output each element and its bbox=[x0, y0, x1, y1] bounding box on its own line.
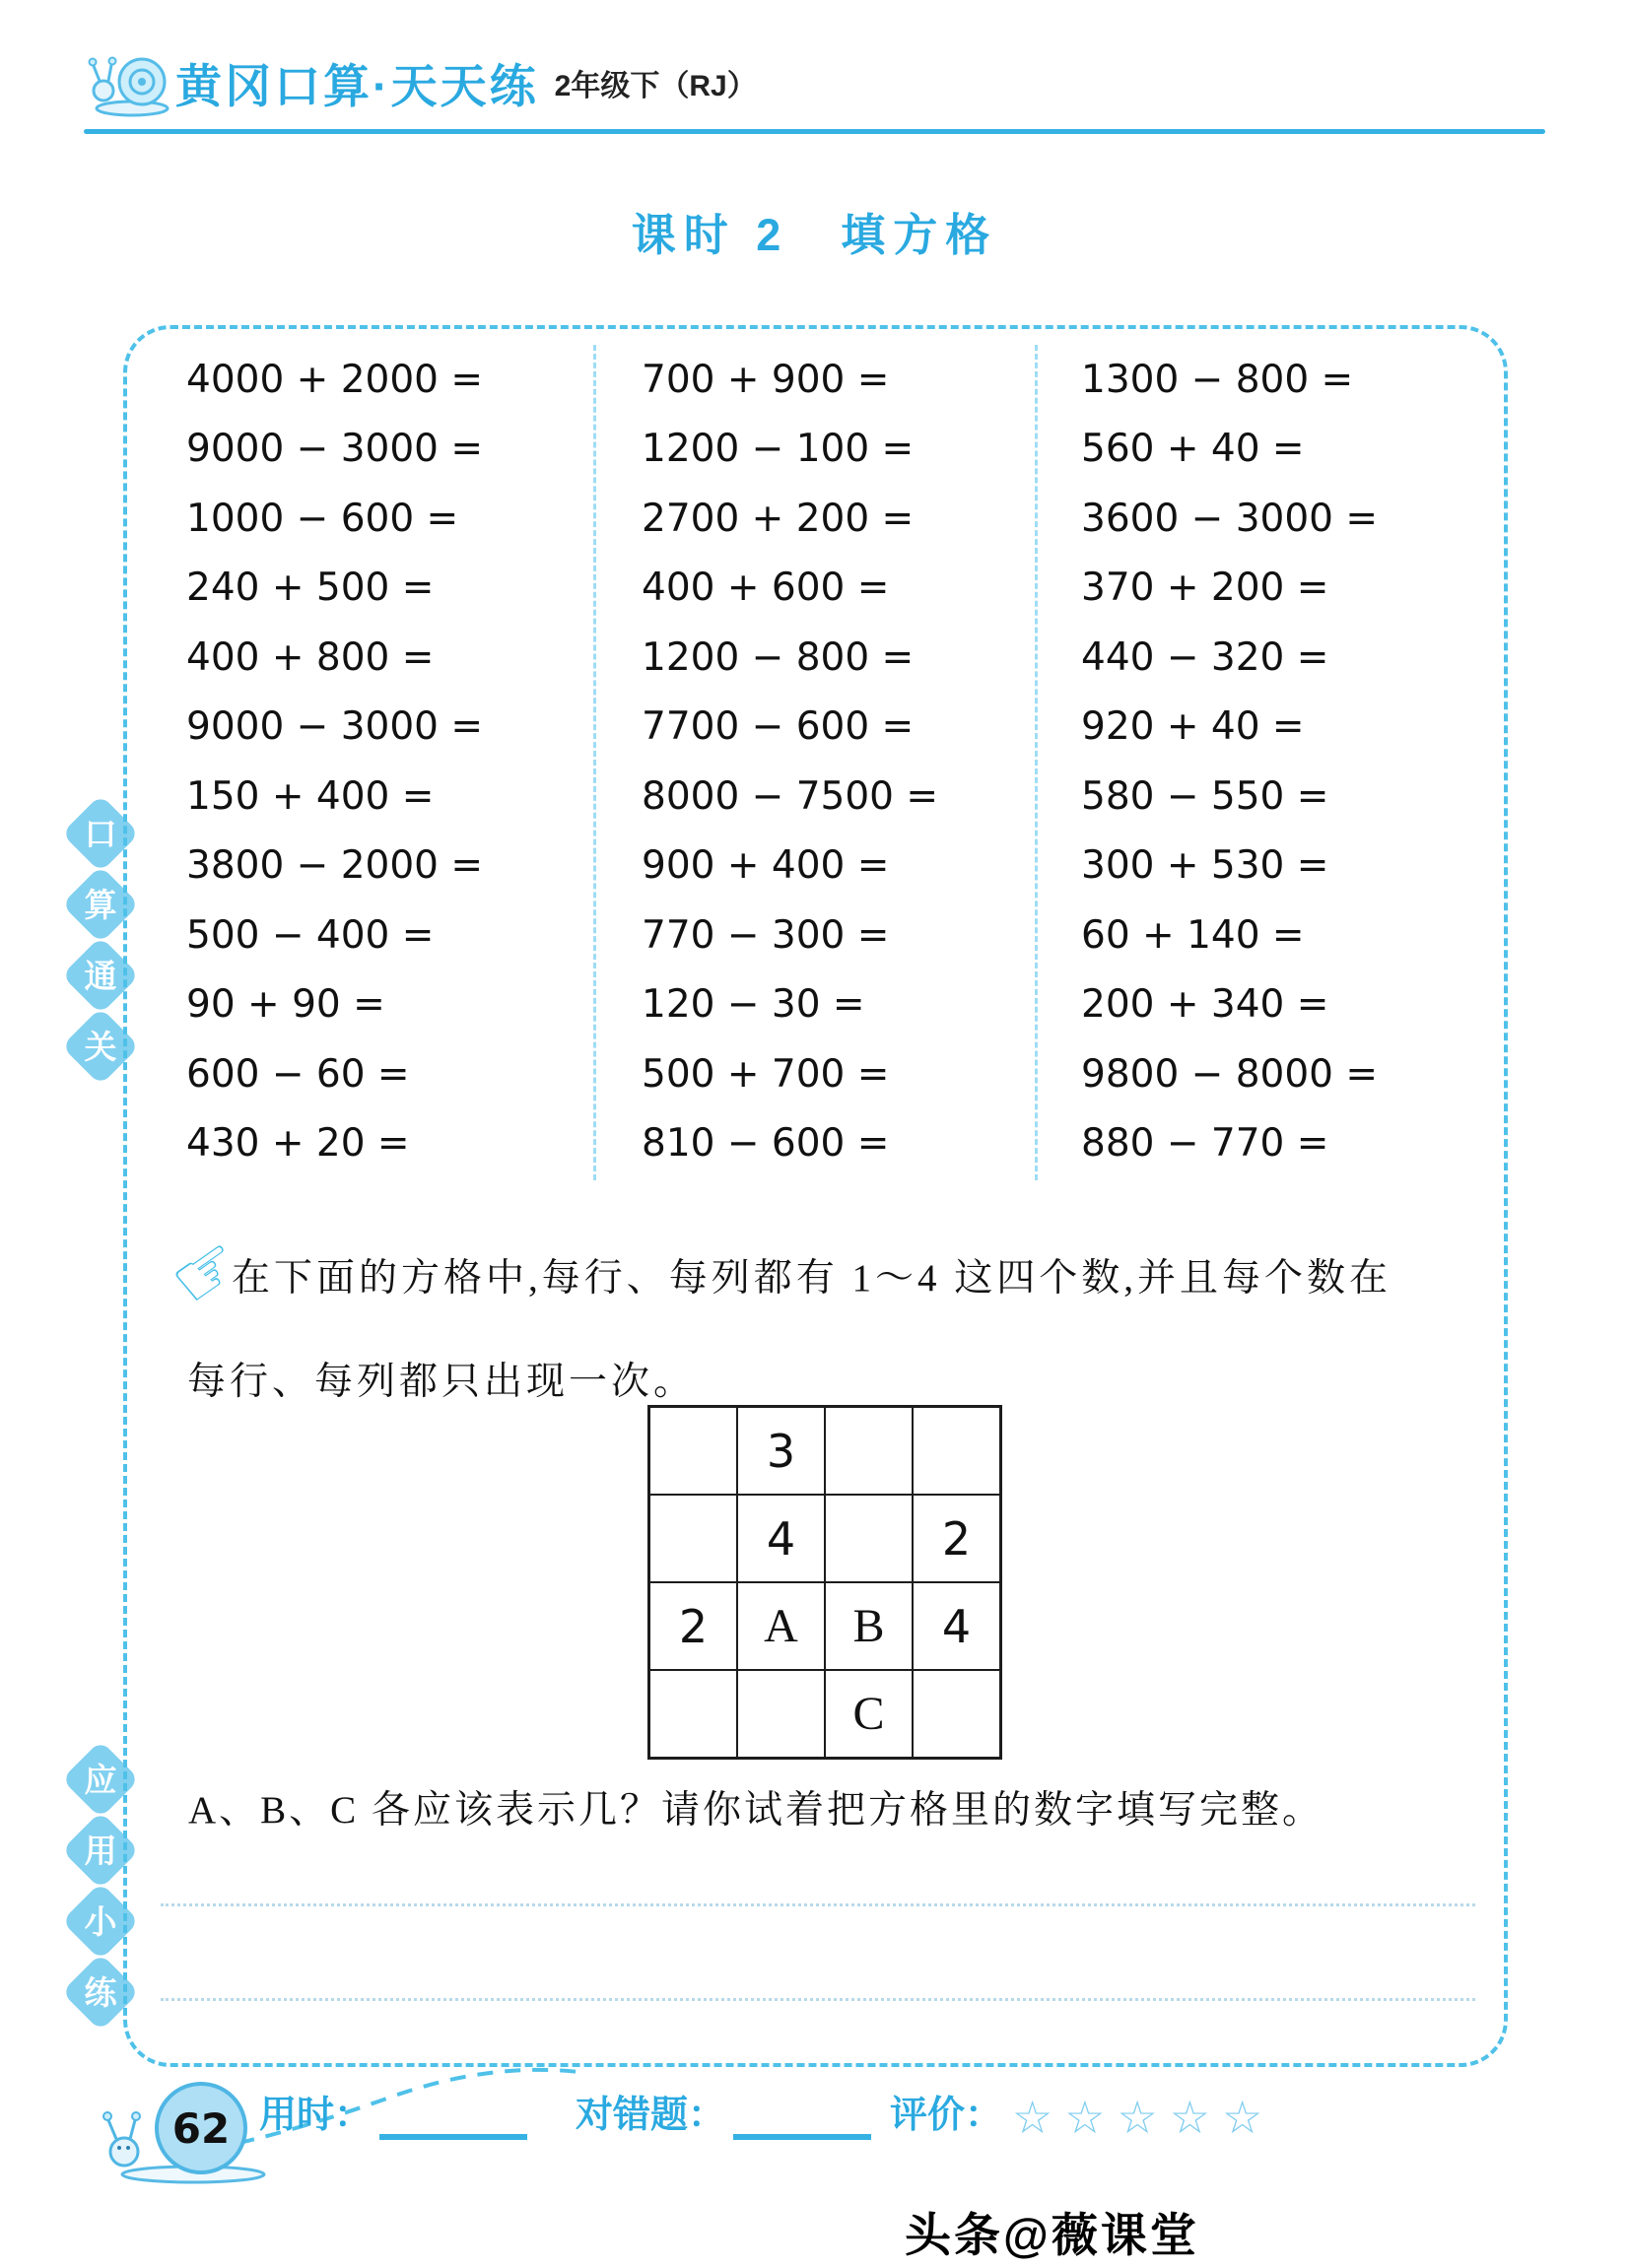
star-icon: ☆ bbox=[1117, 2090, 1158, 2144]
page-number-snail-icon bbox=[95, 2077, 282, 2185]
time-used-field bbox=[259, 2093, 527, 2140]
page-title: 课时 2 填方格 bbox=[631, 210, 998, 260]
problem-expression: 400 + 600 = bbox=[642, 566, 890, 611]
problem-expression: 500 + 700 = bbox=[642, 1051, 890, 1097]
grid-cell: 2 bbox=[649, 1582, 738, 1670]
problem-expression: 900 + 400 = bbox=[642, 843, 890, 889]
star-icon: ☆ bbox=[1012, 2090, 1053, 2144]
problem-expression: 1200 − 800 = bbox=[642, 634, 915, 680]
snail-logo-icon bbox=[85, 48, 175, 117]
time-used-blank bbox=[379, 2099, 527, 2140]
problem-expression: 7700 − 600 = bbox=[642, 704, 915, 750]
problem-expression: 90 + 90 = bbox=[186, 982, 385, 1028]
sidebar-badge-oral-pass bbox=[73, 798, 128, 1082]
problem-expression: 600 − 60 = bbox=[186, 1051, 410, 1097]
rating-stars bbox=[1012, 2090, 1274, 2144]
grid-cell-empty bbox=[913, 1407, 1001, 1496]
badge-character: 应 bbox=[84, 1761, 117, 1798]
problem-expression: 1300 − 800 = bbox=[1081, 357, 1354, 402]
problem-expression: 200 + 340 = bbox=[1081, 982, 1329, 1028]
grid-row bbox=[649, 1582, 1001, 1670]
rating-label: 评价： bbox=[890, 2095, 1003, 2136]
problem-expression: 60 + 140 = bbox=[1081, 912, 1305, 958]
problem-expression: 8000 − 7500 = bbox=[642, 773, 939, 819]
pointing-hand-icon: ☞ bbox=[153, 1216, 259, 1327]
problem-expression: 810 − 600 = bbox=[642, 1121, 890, 1167]
worksheet-panel bbox=[123, 325, 1508, 2067]
grid-cell: A bbox=[737, 1582, 825, 1670]
grid-row bbox=[649, 1495, 1001, 1582]
problem-column bbox=[593, 345, 1035, 1180]
problem-expression: 560 + 40 = bbox=[1081, 427, 1305, 472]
grid-cell-empty bbox=[737, 1670, 825, 1759]
word-problem-line1: 在下面的方格中,每行、每列都有 1～4 这四个数,并且每个数在 bbox=[232, 1257, 1392, 1300]
problem-expression: 400 + 800 = bbox=[186, 634, 435, 680]
grade-label: 2年级下（RJ） bbox=[554, 70, 757, 102]
grid-cell: 4 bbox=[913, 1582, 1001, 1670]
grid-cell: 3 bbox=[737, 1407, 825, 1496]
star-icon: ☆ bbox=[1169, 2090, 1211, 2144]
badge-character: 小 bbox=[84, 1902, 117, 1940]
word-problem-line2: 每行、每列都只出现一次。 bbox=[187, 1361, 697, 1403]
grid-row bbox=[649, 1670, 1001, 1759]
problem-expression: 770 − 300 = bbox=[642, 912, 890, 958]
problem-expression: 920 + 40 = bbox=[1081, 704, 1305, 750]
question-text: A、B、C 各应该表示几？请你试着把方格里的数字填写完整。 bbox=[188, 1789, 1324, 1832]
right-wrong-blank bbox=[733, 2099, 871, 2140]
problem-expression: 3600 − 3000 = bbox=[1081, 496, 1379, 541]
problem-column bbox=[1035, 345, 1504, 1180]
problem-column bbox=[127, 345, 593, 1180]
star-icon: ☆ bbox=[1064, 2090, 1106, 2144]
grid-cell: 2 bbox=[913, 1495, 1001, 1582]
grid-cell: B bbox=[825, 1582, 913, 1670]
right-wrong-label: 对错题： bbox=[576, 2095, 726, 2136]
problem-expression: 3800 − 2000 = bbox=[186, 843, 484, 889]
sidebar-badge-application bbox=[73, 1744, 128, 2028]
badge-character: 算 bbox=[84, 886, 117, 923]
problem-expression: 2700 + 200 = bbox=[642, 496, 915, 541]
grid-cell: C bbox=[825, 1670, 913, 1759]
page-number: 62 bbox=[171, 2104, 231, 2153]
problem-expression: 430 + 20 = bbox=[186, 1121, 410, 1167]
problem-expression: 9000 − 3000 = bbox=[186, 427, 484, 472]
problem-columns bbox=[127, 329, 1504, 1180]
problem-expression: 240 + 500 = bbox=[186, 566, 435, 611]
problem-expression: 880 − 770 = bbox=[1081, 1121, 1329, 1167]
problem-expression: 120 − 30 = bbox=[642, 982, 865, 1028]
grid-cell-empty bbox=[649, 1670, 738, 1759]
problem-expression: 370 + 200 = bbox=[1081, 566, 1329, 611]
problem-expression: 150 + 400 = bbox=[186, 773, 435, 819]
problem-expression: 4000 + 2000 = bbox=[186, 357, 484, 402]
grid-cell-empty bbox=[913, 1670, 1001, 1759]
brand-logo-text: 黄冈口算·天天练 bbox=[175, 59, 539, 112]
page-header bbox=[85, 41, 1543, 124]
time-used-label: 用时： bbox=[259, 2095, 373, 2136]
problem-expression: 700 + 900 = bbox=[642, 357, 890, 402]
problem-expression: 9000 − 3000 = bbox=[186, 704, 484, 750]
grid-cell-empty bbox=[649, 1495, 738, 1582]
watermark-text: 头条@薇课堂 bbox=[905, 2209, 1199, 2261]
grid-cell-empty bbox=[825, 1407, 913, 1496]
answer-ruling-line bbox=[161, 1998, 1475, 2001]
grid-row bbox=[649, 1407, 1001, 1496]
rating-field bbox=[890, 2090, 1274, 2144]
answer-ruling-line bbox=[161, 1903, 1475, 1906]
problem-expression: 580 − 550 = bbox=[1081, 773, 1329, 819]
badge-character: 关 bbox=[84, 1028, 117, 1065]
badge-character: 口 bbox=[84, 815, 117, 852]
grid-cell: 4 bbox=[737, 1495, 825, 1582]
header-divider bbox=[84, 129, 1545, 134]
problem-expression: 440 − 320 = bbox=[1081, 634, 1329, 680]
problem-expression: 1000 − 600 = bbox=[186, 496, 459, 541]
problem-expression: 300 + 530 = bbox=[1081, 843, 1329, 889]
problem-expression: 500 − 400 = bbox=[186, 912, 435, 958]
grid-cell-empty bbox=[649, 1407, 738, 1496]
number-grid bbox=[647, 1405, 1002, 1760]
problem-expression: 1200 − 100 = bbox=[642, 427, 915, 472]
badge-character: 练 bbox=[84, 1973, 117, 2011]
problem-expression: 9800 − 8000 = bbox=[1081, 1051, 1379, 1097]
badge-character: 用 bbox=[84, 1832, 117, 1869]
badge-character: 通 bbox=[84, 957, 117, 994]
grid-cell-empty bbox=[825, 1495, 913, 1582]
right-wrong-field bbox=[576, 2093, 871, 2140]
star-icon: ☆ bbox=[1222, 2090, 1263, 2144]
